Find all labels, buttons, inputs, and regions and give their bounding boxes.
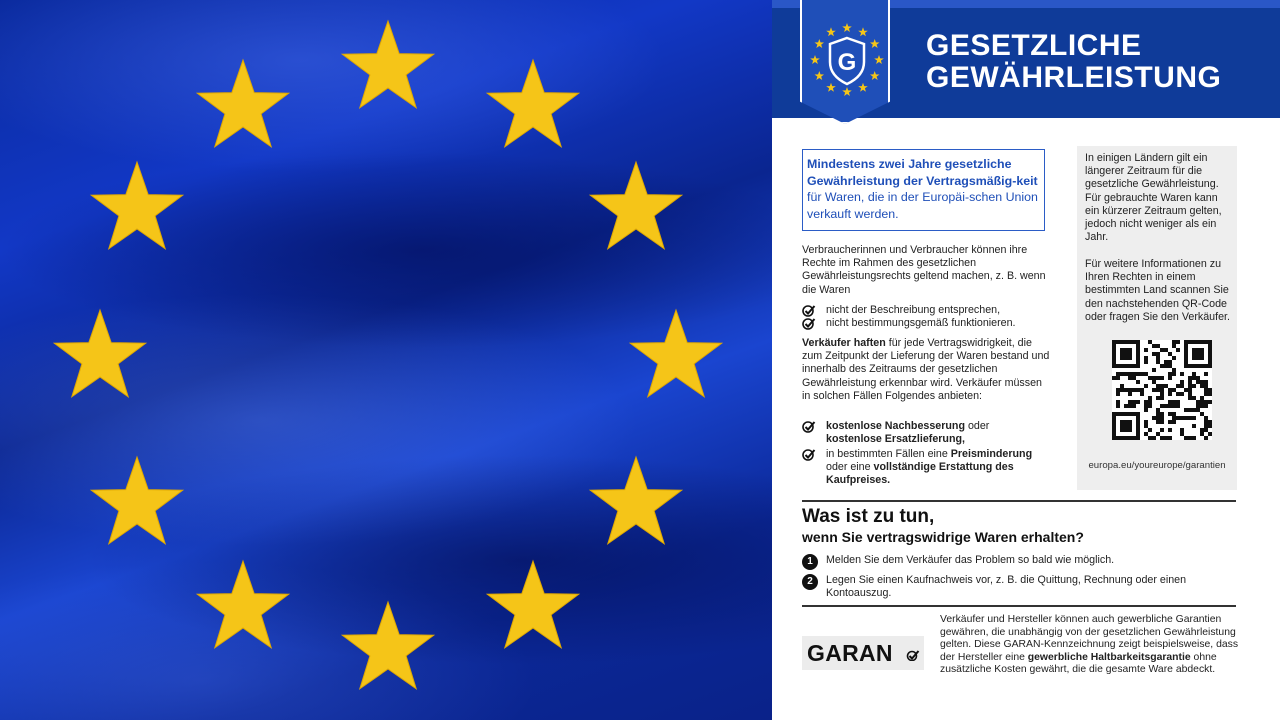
- badge-star-icon: [842, 87, 852, 96]
- side-text-longer-period: In einigen Ländern gilt ein längerer Zeitraum für die gesetzliche Gewährleistung. Für gebrauchte Waren kann ein kürzerer Zeitraum gelten, jedoch nicht weniger als ein Jahr.: [1085, 152, 1222, 244]
- badge-star-icon: [870, 39, 880, 48]
- badge-star-icon: [810, 55, 820, 64]
- check-icon: [906, 649, 920, 661]
- remedy-2-or: oder eine: [826, 461, 874, 474]
- remedy-repair: kostenlose Nachbesserung: [826, 420, 965, 432]
- commercial-guarantee-paragraph: [940, 614, 1240, 677]
- garan-text-b: ohne zusätzliche Kosten gewährt, die die gesamte Ware abdeckt.: [940, 651, 1217, 676]
- flag-star-icon: [630, 310, 721, 397]
- check-icon: [802, 448, 816, 461]
- side-text-more-info: Für weitere Informationen zu Ihren Rechten in einem bestimmten Land scannen Sie den nachstehenden QR-Code oder fragen Sie den Verkäufer.: [1085, 258, 1230, 323]
- badge-star-icon: [826, 27, 836, 36]
- what-to-do-heading: Was ist zu tun,: [802, 506, 935, 527]
- condition-item-1: [802, 304, 1052, 317]
- check-icon: [802, 304, 816, 317]
- qr-url-link[interactable]: europa.eu/youreurope/garantien: [1088, 460, 1226, 471]
- garan-logo: [802, 636, 924, 670]
- consumer-rights-paragraph: Verbraucherinnen und Verbraucher können ihre Rechte im Rahmen des gesetzlichen Gewährleistungsrechts geltend machen, z. B. wenn die Waren: [802, 244, 1046, 296]
- flag-star-icon: [54, 310, 145, 397]
- remedy-replacement: kostenlose Ersatzlieferung,: [826, 433, 965, 446]
- flag-star-icon: [197, 561, 288, 648]
- remedy-item-1: [802, 420, 1052, 446]
- flag-star-icon: [487, 60, 578, 147]
- badge-star-icon: [842, 23, 852, 32]
- seller-liability-paragraph: [802, 337, 1052, 403]
- step-number-2: 2: [802, 574, 818, 590]
- intro-highlight-box: [802, 149, 1045, 231]
- liability-rest-text: für jede Vertragswidrigkeit, die zum Zeitpunkt der Lieferung der Waren bestand und innerhalb des Zeitraums der gesetzlichen Gewährleistung erkennbar wird. Verkäufer müssen in solchen Fällen Folgendes anbieten:: [802, 337, 1050, 402]
- flag-star-icon: [91, 457, 182, 544]
- garan-text-bold: gewerbliche Haltbarkeitsgarantie: [1027, 651, 1191, 663]
- badge-star-icon: [858, 83, 868, 92]
- flag-star-icon: [342, 602, 433, 689]
- step-text-1: Melden Sie dem Verkäufer das Problem so bald wie möglich.: [826, 554, 1115, 566]
- condition-item-2: [802, 317, 1052, 330]
- section-divider: [802, 605, 1236, 607]
- step-1: [802, 554, 1222, 567]
- flag-star-icon: [197, 60, 288, 147]
- step-2: [802, 574, 1222, 601]
- document-title: [926, 30, 1266, 94]
- badge-star-icon: [815, 71, 825, 80]
- intro-rest-text: für Waren, die in der Europäi-schen Union verkauft werden.: [807, 190, 1038, 221]
- step-text-2: Legen Sie einen Kaufnachweis vor, z. B. die Quittung, Rechnung oder einen Kontoauszug.: [826, 574, 1187, 600]
- remedy-item-2: [802, 448, 1052, 488]
- remedy-2-intro: in bestimmten Fällen eine: [826, 448, 951, 460]
- badge-star-icon: [826, 83, 836, 92]
- flag-star-icon: [590, 162, 681, 249]
- what-to-do-subheading: wenn Sie vertragswidrige Waren erhalten?: [802, 529, 1084, 545]
- remedy-full-refund: vollständige Erstattung des Kaufpreises.: [826, 461, 1014, 487]
- qr-code-icon[interactable]: [1112, 340, 1212, 440]
- check-icon: [802, 317, 816, 330]
- intro-bold-text: Mindestens zwei Jahre gesetzliche Gewährleistung der Vertragsmäßig-keit: [807, 157, 1038, 188]
- warranty-notice-document: [772, 0, 1280, 720]
- remedy-or: oder: [965, 420, 990, 432]
- badge-star-icon: [874, 55, 884, 64]
- garan-text-a: Verkäufer und Hersteller können auch gewerbliche Garantien gewähren, die unabhängig von der gesetzlichen Gewährleistung gelten. Diese GARAN-Kennzeichnung zeigt beispielsweise, dass der Hersteller eine: [940, 614, 1239, 663]
- remedy-price-reduction: Preisminderung: [950, 448, 1033, 460]
- garan-logo-text: GARAN: [807, 640, 893, 666]
- badge-star-icon: [870, 71, 880, 80]
- step-number-1: 1: [802, 554, 818, 570]
- condition-text-1: nicht der Beschreibung entsprechen,: [826, 304, 1001, 316]
- badge-star-icon: [815, 39, 825, 48]
- flag-star-icon: [91, 162, 182, 249]
- section-divider: [802, 500, 1236, 502]
- badge-star-icon: [858, 27, 868, 36]
- title-line-1: GESETZLICHE: [926, 29, 1142, 62]
- title-line-2: GEWÄHRLEISTUNG: [926, 61, 1222, 94]
- eu-warranty-badge-icon: [800, 0, 890, 124]
- check-icon: [802, 420, 816, 433]
- flag-star-icon: [487, 561, 578, 648]
- badge-letter: G: [837, 49, 857, 76]
- flag-star-icon: [590, 457, 681, 544]
- condition-text-2: nicht bestimmungsgemäß funktionieren.: [826, 317, 1016, 329]
- flag-star-icon: [342, 21, 433, 108]
- liability-bold-text: Verkäufer haften: [802, 337, 886, 349]
